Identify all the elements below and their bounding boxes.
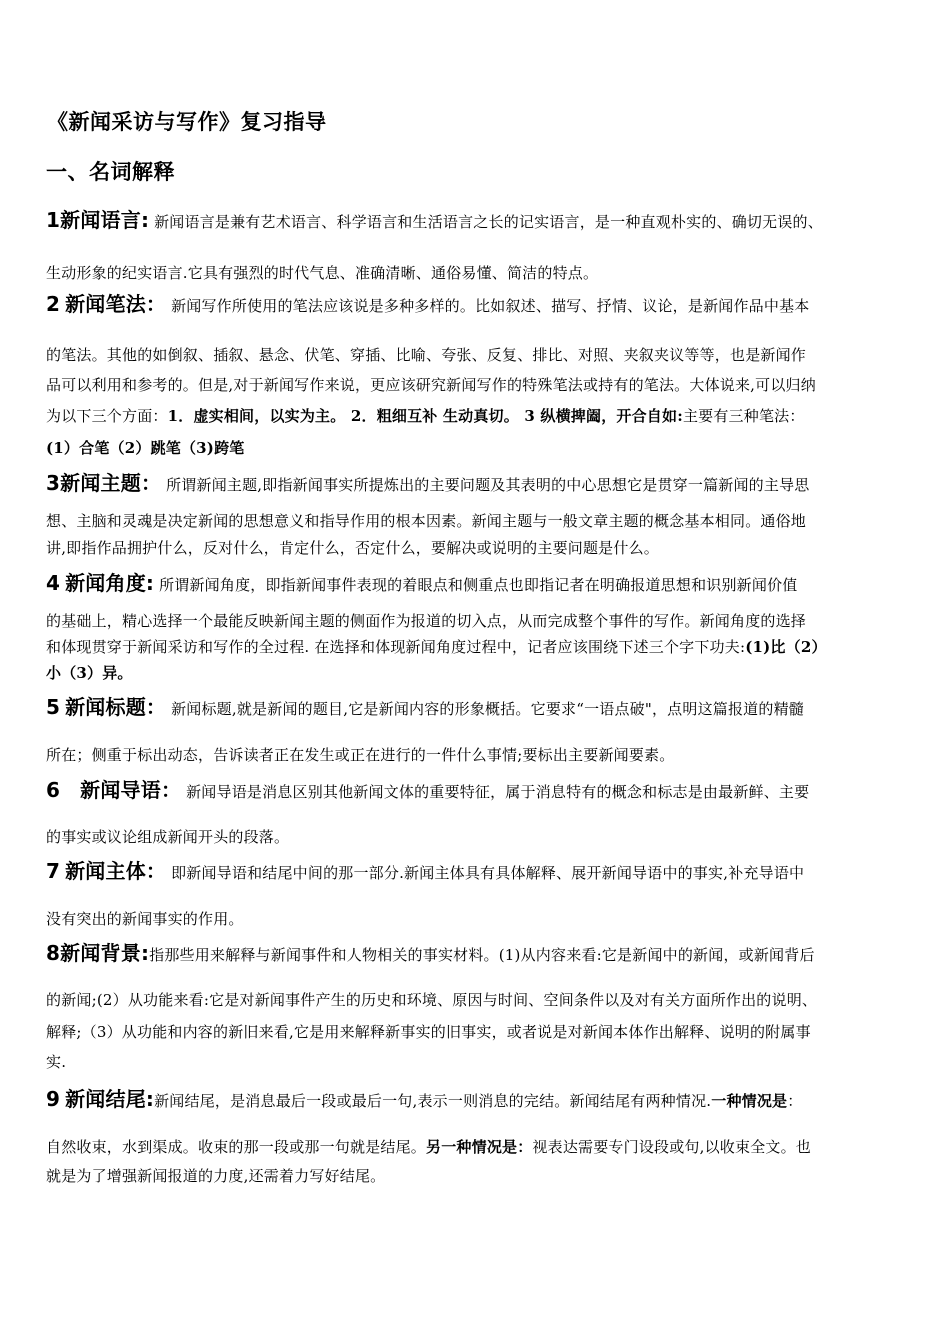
section-title: 一、名词解释: [46, 160, 175, 184]
entry-4-line-1: 4 新闻角度: 所谓新闻角度，即指新闻事件表现的着眼点和侧重点也即指记者在明确报道思想和识别新闻价值: [46, 571, 798, 595]
entry-term: 新闻语言: [60, 208, 141, 232]
entry-6-line-1: 6 新闻导语： 新闻导语是消息区别其他新闻文体的重要特征，属于消息特有的概念和标志是由最新鲜、主要: [46, 778, 810, 802]
document-title: 《新闻采访与写作》复习指导: [47, 110, 327, 134]
entry-7-line-1: 7 新闻主体： 即新闻导语和结尾中间的那一部分.新闻主体具有具体解释、展开新闻导语中的事实,补充导语中: [46, 859, 805, 883]
entry-text: 所谓新闻主题,即指新闻事实所提炼出的主要问题及其表明的中心思想它是贯穿一篇新闻的主导思: [166, 476, 810, 494]
entry-2-line-3: 品可以利用和参考的。但是,对于新闻写作来说，更应该研究新闻写作的特殊笔法或持有的笔法。大体说来,可以归纳: [46, 376, 816, 394]
entry-term: 新闻笔法: [65, 292, 146, 316]
entry-4-line-3: 和体现贯穿于新闻采访和写作的全过程. 在选择和体现新闻角度过程中，记者应该围绕下述三个字下功夫:(1)比（2）: [46, 638, 827, 656]
entry-term: 新闻导语: [80, 778, 161, 802]
entry-3-line-1: 3新闻主题： 所谓新闻主题,即指新闻事实所提炼出的主要问题及其表明的中心思想它是贯穿一篇新闻的主导思: [46, 471, 810, 495]
entry-1-line-1: 1新闻语言: 新闻语言是兼有艺术语言、科学语言和生活语言之长的记实语言，是一种直观朴实的、确切无误的、: [46, 208, 823, 232]
entry-term: 新闻标题: [65, 695, 146, 719]
entry-text: 指那些用来解释与新闻事件和人物相关的事实材料。(1)从内容来看:它是新闻中的新闻，或新闻背后: [149, 946, 815, 964]
entry-number: 9: [46, 1087, 61, 1111]
entry-9-line-1: 9 新闻结尾:新闻结尾，是消息最后一段或最后一句,表示一则消息的完结。新闻结尾有两种情况.一种情况是：: [46, 1087, 803, 1111]
entry-3-line-3: 讲,即指作品拥护什么，反对什么，肯定什么，否定什么，要解决或说明的主要问题是什么。: [46, 539, 659, 557]
entry-4-line-2: 的基础上，精心选择一个最能反映新闻主题的侧面作为报道的切入点，从而完成整个事件的写作。新闻角度的选择: [46, 612, 807, 630]
entry-8-line-2: 的新闻;(2）从功能来看:它是对新闻事件产生的历史和环境、原因与时间、空间条件以及对有关方面所作出的说明、: [46, 991, 818, 1009]
entry-number: 7: [46, 859, 61, 883]
entry-term: 新闻主题: [60, 471, 141, 495]
entry-number: 8: [46, 941, 61, 965]
entry-term: 新闻主体: [65, 859, 146, 883]
entry-number: 1: [46, 208, 61, 232]
entry-2-line-2: 的笔法。其他的如倒叙、插叙、悬念、伏笔、穿插、比喻、夸张、反复、排比、对照、夹叙夹议等等，也是新闻作: [46, 346, 807, 364]
entry-3-line-2: 想、主脑和灵魂是决定新闻的思想意义和指导作用的根本因素。新闻主题与一般文章主题的概念基本相同。通俗地: [46, 512, 807, 530]
entry-term: 新闻背景: [60, 941, 141, 965]
entry-number: 5: [46, 695, 61, 719]
entry-9-line-2: 自然收束，水到渠成。收束的那一段或那一句就是结尾。另一种情况是：视表达需要专门设段或句,以收束全文。也: [46, 1138, 811, 1156]
entry-text: 即新闻导语和结尾中间的那一部分.新闻主体具有具体解释、展开新闻导语中的事实,补充导语中: [171, 864, 805, 882]
entry-text: 新闻导语是消息区别其他新闻文体的重要特征，属于消息特有的概念和标志是由最新鲜、主要: [186, 783, 810, 801]
entry-number: 4: [46, 571, 61, 595]
bold-text: (1）合笔（2）跳笔（3)跨笔: [46, 439, 245, 457]
entry-number: 3: [46, 471, 61, 495]
entry-1-line-2: 生动形象的纪实语言.它具有强烈的时代气息、准确清晰、通俗易懂、简洁的特点。: [46, 264, 599, 282]
bold-text: (1)比（2）: [745, 638, 827, 656]
entry-2-line-5: [46, 437, 245, 459]
bold-text: 一种情况是: [711, 1092, 788, 1110]
entry-7-line-2: 没有突出的新闻事实的作用。: [46, 910, 244, 928]
entry-number: 2: [46, 292, 61, 316]
entry-2-line-1: 2 新闻笔法： 新闻写作所使用的笔法应该说是多种多样的。比如叙述、描写、抒情、议论，是新闻作品中基本: [46, 292, 810, 316]
entry-6-line-2: 的事实或议论组成新闻开头的段落。: [46, 828, 290, 846]
entry-text: 新闻语言是兼有艺术语言、科学语言和生活语言之长的记实语言，是一种直观朴实的、确切无误的、: [154, 213, 823, 231]
entry-5-line-2: 所在；侧重于标出动态，告诉读者正在发生或正在进行的一件什么事情;要标出主要新闻要素。: [46, 746, 675, 764]
entry-text: 新闻写作所使用的笔法应该说是多种多样的。比如叙述、描写、抒情、议论，是新闻作品中基本: [171, 297, 810, 315]
entry-term: 新闻角度: [65, 571, 146, 595]
entry-2-line-4: 为以下三个方面：1．虚实相间，以实为主。 2．粗细互补 生动真切。 3 纵横捭阖，开合自如:主要有三种笔法：: [46, 407, 805, 425]
entry-4-line-4: [46, 662, 133, 684]
bold-text: 小（3）异。: [46, 664, 133, 682]
entry-text: 所谓新闻角度，即指新闻事件表现的着眼点和侧重点也即指记者在明确报道思想和识别新闻价值: [159, 576, 798, 594]
entry-9-line-3: 就是为了增强新闻报道的力度,还需着力写好结尾。: [46, 1167, 386, 1185]
entry-8-line-4: 实.: [46, 1053, 67, 1071]
entry-text: 新闻标题,就是新闻的题目,它是新闻内容的形象概括。它要求“一语点破"，点明这篇报道的精髓: [171, 700, 804, 718]
entry-5-line-1: 5 新闻标题： 新闻标题,就是新闻的题目,它是新闻内容的形象概括。它要求“一语点破"，点明这篇报道的精髓: [46, 695, 804, 719]
entry-term: 新闻结尾: [65, 1087, 146, 1111]
entry-number: 6: [46, 778, 61, 802]
bold-text: 另一种情况是：: [426, 1138, 533, 1156]
entry-8-line-1: 8新闻背景:指那些用来解释与新闻事件和人物相关的事实材料。(1)从内容来看:它是新闻中的新闻，或新闻背后: [46, 941, 815, 965]
bold-text: 1．虚实相间，以实为主。 2．粗细互补 生动真切。 3 纵横捭阖，开合自如:: [167, 407, 683, 425]
entry-8-line-3: 解释;（3）从功能和内容的新旧来看,它是用来解释新事实的旧事实，或者说是对新闻本体作出解释、说明的附属事: [46, 1023, 811, 1041]
